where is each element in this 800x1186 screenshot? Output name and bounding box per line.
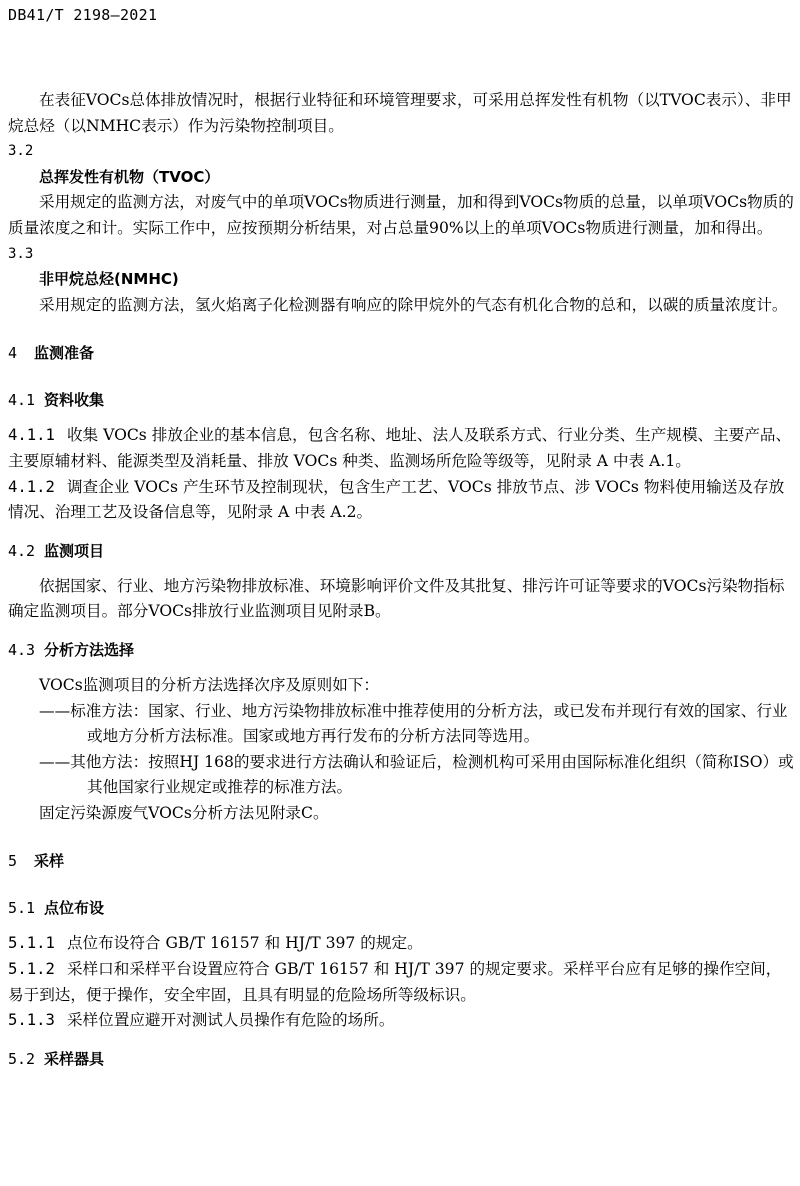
section-title: 监测项目 — [44, 541, 105, 560]
clause-text: 采样位置应避开对测试人员操作有危险的场所。 — [66, 1011, 395, 1030]
clause-4-1-2 — [8, 475, 794, 526]
clause-4-1-1 — [8, 423, 794, 474]
clause-5-1-1 — [8, 931, 794, 957]
clause-number: 5.1.2 — [8, 960, 55, 979]
section-title: 采样器具 — [44, 1049, 105, 1068]
section-heading-4-2 — [8, 540, 794, 562]
section-title: 采样 — [34, 852, 65, 871]
definition-tvoc: 采用规定的监测方法，对废气中的单项VOCs物质进行测量，加和得到VOCs物质的总量，以单项VOCs物质的质量浓度之和计。实际工作中，应按预期分析结果，对占总量90%以上的单项VOCs物质进行测量，加和得出。 — [8, 193, 794, 237]
section-heading-5-1 — [8, 897, 794, 919]
section-title: 资料收集 — [44, 391, 105, 410]
clause-5-1-3 — [8, 1008, 794, 1034]
method-lead: VOCs监测项目的分析方法选择次序及原则如下： — [39, 675, 379, 694]
clause-number-3-2: 3.2 — [8, 143, 34, 160]
dash-item-standard-method: ——标准方法：国家、行业、地方污染物排放标准中推荐使用的分析方法，或已发布并现行有效的国家、行业或地方分析方法标准。国家或地方再行发布的分析方法同等选用。 — [39, 701, 788, 746]
section-heading-4-3 — [8, 639, 794, 661]
clause-text: 调查企业 VOCs 产生环节及控制现状，包含生产工艺、VOCs 排放节点、涉 VOCs 物料使用输送及存放情况、治理工艺及设备信息等，见附录 A 中表 A.2。 — [8, 477, 785, 522]
section-title: 分析方法选择 — [44, 640, 135, 659]
dash-item-other-method: ——其他方法：按照HJ 168的要求进行方法确认和验证后，检测机构可采用由国际标准化组织（简称ISO）或其他国家行业规定或推荐的标准方法。 — [39, 752, 794, 797]
term-tvoc: 总挥发性有机物（TVOC） — [39, 167, 220, 186]
clause-number: 4.1.1 — [8, 426, 55, 445]
section-title: 监测准备 — [34, 344, 95, 363]
clause-number: 4.1.2 — [8, 477, 55, 496]
section-number: 5.1 — [8, 899, 36, 918]
section-heading-5-2 — [8, 1048, 794, 1070]
clause-number: 5.1.1 — [8, 934, 55, 953]
section-number: 4 — [8, 344, 18, 363]
standard-code: DB41/T 2198—2021 — [8, 6, 158, 24]
clause-number-3-3: 3.3 — [8, 245, 34, 262]
document-body — [8, 88, 794, 1070]
section-heading-4-1 — [8, 389, 794, 411]
section-number: 5.2 — [8, 1049, 36, 1068]
clause-number: 5.1.3 — [8, 1011, 55, 1030]
section-heading-5 — [8, 850, 794, 872]
definition-nmhc: 采用规定的监测方法，氢火焰离子化检测器有响应的除甲烷外的气态有机化合物的总和，以碳的质量浓度计。 — [39, 295, 788, 314]
clause-text: 采样口和采样平台设置应符合 GB/T 16157 和 HJ/T 397 的规定要求。采样平台应有足够的操作空间，易于到达，便于操作，安全牢固，且具有明显的危险场所等级标识。 — [8, 960, 782, 1004]
clause-text: 点位布设符合 GB/T 16157 和 HJ/T 397 的规定。 — [66, 934, 423, 953]
clause-text: 收集 VOCs 排放企业的基本信息，包含名称、地址、法人及联系方式、行业分类、生产规模、主要产品、主要原辅材料、能源类型及消耗量、排放 VOCs 种类、监测场所危险等级等，见附录 A 中表 A.1。 — [8, 426, 792, 470]
monitoring-items-paragraph: 依据国家、行业、地方污染物排放标准、环境影响评价文件及其批复、排污许可证等要求的VOCs污染物指标确定监测项目。部分VOCs排放行业监测项目见附录B。 — [8, 576, 785, 621]
clause-5-1-2 — [8, 957, 794, 1008]
section-number: 5 — [8, 852, 18, 871]
term-nmhc: 非甲烷总烃(NMHC) — [39, 270, 179, 289]
method-tail: 固定污染源废气VOCs分析方法见附录C。 — [39, 803, 329, 822]
section-number: 4.3 — [8, 640, 36, 659]
intro-paragraph: 在表征VOCs总体排放情况时，根据行业特征和环境管理要求，可采用总挥发性有机物（以TVOC表示）、非甲烷总烃（以NMHC表示）作为污染物控制项目。 — [8, 91, 792, 135]
section-heading-4 — [8, 342, 794, 364]
section-number: 4.2 — [8, 541, 36, 560]
section-number: 4.1 — [8, 391, 36, 410]
section-title: 点位布设 — [44, 899, 105, 918]
